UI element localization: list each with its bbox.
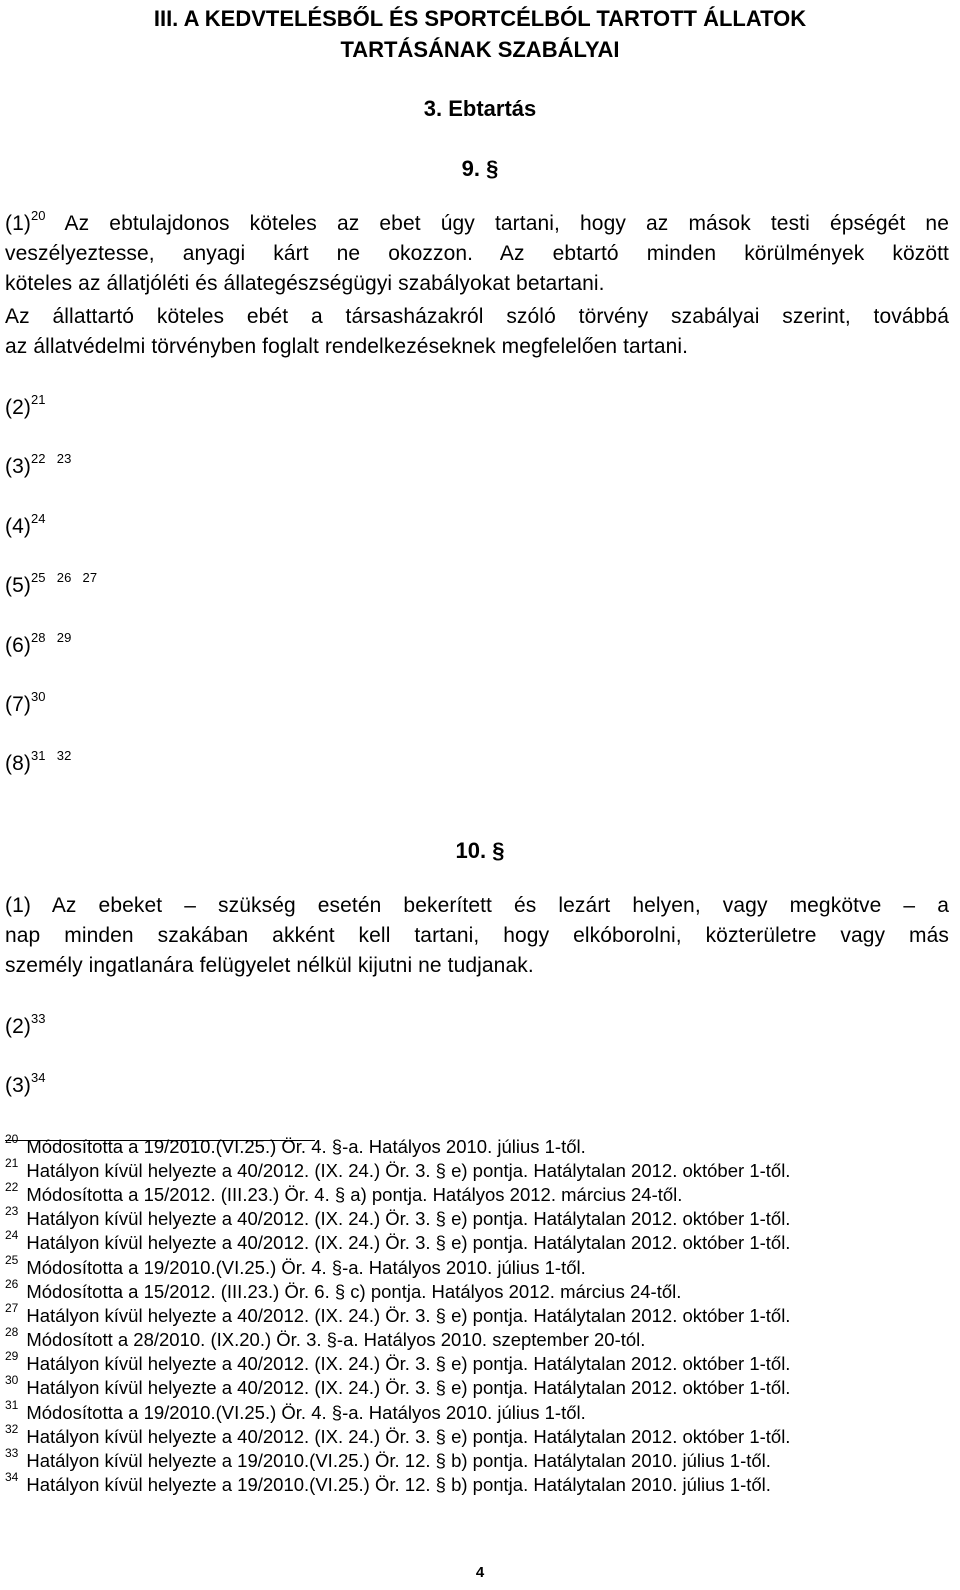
- section-9-item-8: $(8)^{31 32}$: [5, 748, 72, 775]
- footnote-ref: 31 32: [30, 748, 72, 763]
- footnote: $^{22}$ Módosította a 15/2012. (III.23.) Ör. 4. § a) pontja. Hatályos 2012. március 24-től.: [5, 1180, 683, 1205]
- footnote-ref: 22 23: [30, 451, 72, 466]
- footnote: $^{24}$ Hatályon kívül helyezte a 40/2012. (IX. 24.) Ör. 3. § e) pontja. Hatálytalan 2012. október 1-től.: [5, 1228, 791, 1253]
- paragraph-label: (1): [5, 212, 31, 235]
- section-9-item-2: $(2)^{21}$: [5, 392, 46, 419]
- section-10-p1-line-1: (1) Az ebeket – szükség esetén bekerített és lezárt helyen, vagy megkötve – a: [5, 894, 949, 917]
- footnote: $^{21}$ Hatályon kívül helyezte a 40/2012. (IX. 24.) Ör. 3. § e) pontja. Hatálytalan 2012. október 1-től.: [5, 1156, 791, 1181]
- section-10-p1-line-2: nap minden szakában akként kell tartani, hogy elkóborolni, közterületre vagy más: [5, 924, 949, 947]
- footnote: $^{33}$ Hatályon kívül helyezte a 19/2010.(VI.25.) Ör. 12. § b) pontja. Hatálytalan 2010. július 1-től.: [5, 1446, 771, 1471]
- footnote: $^{31}$ Módosította a 19/2010.(VI.25.) Ör. 4. §-a. Hatályos 2010. július 1-től.: [5, 1398, 586, 1423]
- section-10-item-2: $(2)^{33}$: [5, 1011, 46, 1038]
- footnote-ref: 20: [30, 208, 46, 223]
- footnote-ref: 28 29: [30, 630, 72, 645]
- section-9-item-7: $(7)^{30}$: [5, 689, 46, 716]
- footnote: $^{20}$ Módosította a 19/2010.(VI.25.) Ör. 4. §-a. Hatályos 2010. július 1-től.: [5, 1132, 586, 1157]
- footnote: $^{28}$ Módosított a 28/2010. (IX.20.) Ör. 3. §-a. Hatályos 2010. szeptember 20-tól.: [5, 1325, 646, 1350]
- section-9-p1-line-4: Az állattartó köteles ebét a társasházakról szóló törvény szabályai szerint, továbbá: [5, 305, 949, 328]
- footnote: $^{30}$ Hatályon kívül helyezte a 40/2012. (IX. 24.) Ör. 3. § e) pontja. Hatálytalan 2012. október 1-től.: [5, 1373, 791, 1398]
- footnote: $^{25}$ Módosította a 19/2010.(VI.25.) Ör. 4. §-a. Hatályos 2010. július 1-től.: [5, 1253, 586, 1278]
- footnote-ref: 24: [30, 511, 46, 526]
- footnote-ref: 21: [30, 392, 46, 407]
- section-9-p1-line-3: köteles az állatjóléti és állategészségügyi szabályokat betartani.: [5, 272, 605, 295]
- footnote-ref: 25 26 27: [30, 570, 98, 585]
- footnote: $^{29}$ Hatályon kívül helyezte a 40/2012. (IX. 24.) Ör. 3. § e) pontja. Hatálytalan 2012. október 1-től.: [5, 1349, 791, 1374]
- footnote: $^{26}$ Módosította a 15/2012. (III.23.) Ör. 6. § c) pontja. Hatályos 2012. március 24-től.: [5, 1277, 682, 1302]
- footnote: $^{32}$ Hatályon kívül helyezte a 40/2012. (IX. 24.) Ör. 3. § e) pontja. Hatálytalan 2012. október 1-től.: [5, 1422, 791, 1447]
- footnote-ref: 33: [30, 1011, 46, 1026]
- section-10-number: 10. §: [455, 838, 505, 863]
- section-9-p1-line-5: az állatvédelmi törvényben foglalt rendelkezéseknek megfelelően tartani.: [5, 335, 689, 358]
- footnote: $^{23}$ Hatályon kívül helyezte a 40/2012. (IX. 24.) Ör. 3. § e) pontja. Hatálytalan 2012. október 1-től.: [5, 1204, 791, 1229]
- section-9-item-6: $(6)^{28 29}$: [5, 630, 72, 657]
- section-9-number: 9. §: [461, 156, 499, 181]
- page-number: 4: [475, 1564, 485, 1581]
- footnote: $^{34}$ Hatályon kívül helyezte a 19/2010.(VI.25.) Ör. 12. § b) pontja. Hatálytalan 2010. július 1-től.: [5, 1470, 771, 1495]
- section-10-item-3: $(3)^{34}$: [5, 1070, 46, 1097]
- footnote: $^{27}$ Hatályon kívül helyezte a 40/2012. (IX. 24.) Ör. 3. § e) pontja. Hatálytalan 2012. október 1-től.: [5, 1301, 791, 1326]
- footnote-ref: 30: [30, 689, 46, 704]
- section-9-p1-line-2: veszélyeztesse, anyagi kárt ne okozzon. Az ebtartó minden körülmények között: [5, 242, 949, 265]
- section-9-item-3: $(3)^{22 23}$: [5, 451, 72, 478]
- section-10-p1-line-3: személy ingatlanára felügyelet nélkül kijutni ne tudjanak.: [5, 954, 534, 977]
- section-9-item-5: $(5)^{25 26 27}$: [5, 570, 98, 597]
- section-9-item-4: $(4)^{24}$: [5, 511, 46, 538]
- chapter-title-line-1: III. A KEDVTELÉSBŐL ÉS SPORTCÉLBÓL TARTOTT ÁLLATOK: [153, 6, 807, 31]
- footnote-ref: 34: [30, 1070, 46, 1085]
- section-subheading: 3. Ebtartás: [423, 96, 537, 121]
- section-9-p1-line-1: $(1)^{20}$ Az ebtulajdonos köteles az ebet úgy tartani, hogy az mások testi épségét ne: [5, 208, 949, 235]
- chapter-title-line-2: TARTÁSÁNAK SZABÁLYAI: [340, 37, 620, 62]
